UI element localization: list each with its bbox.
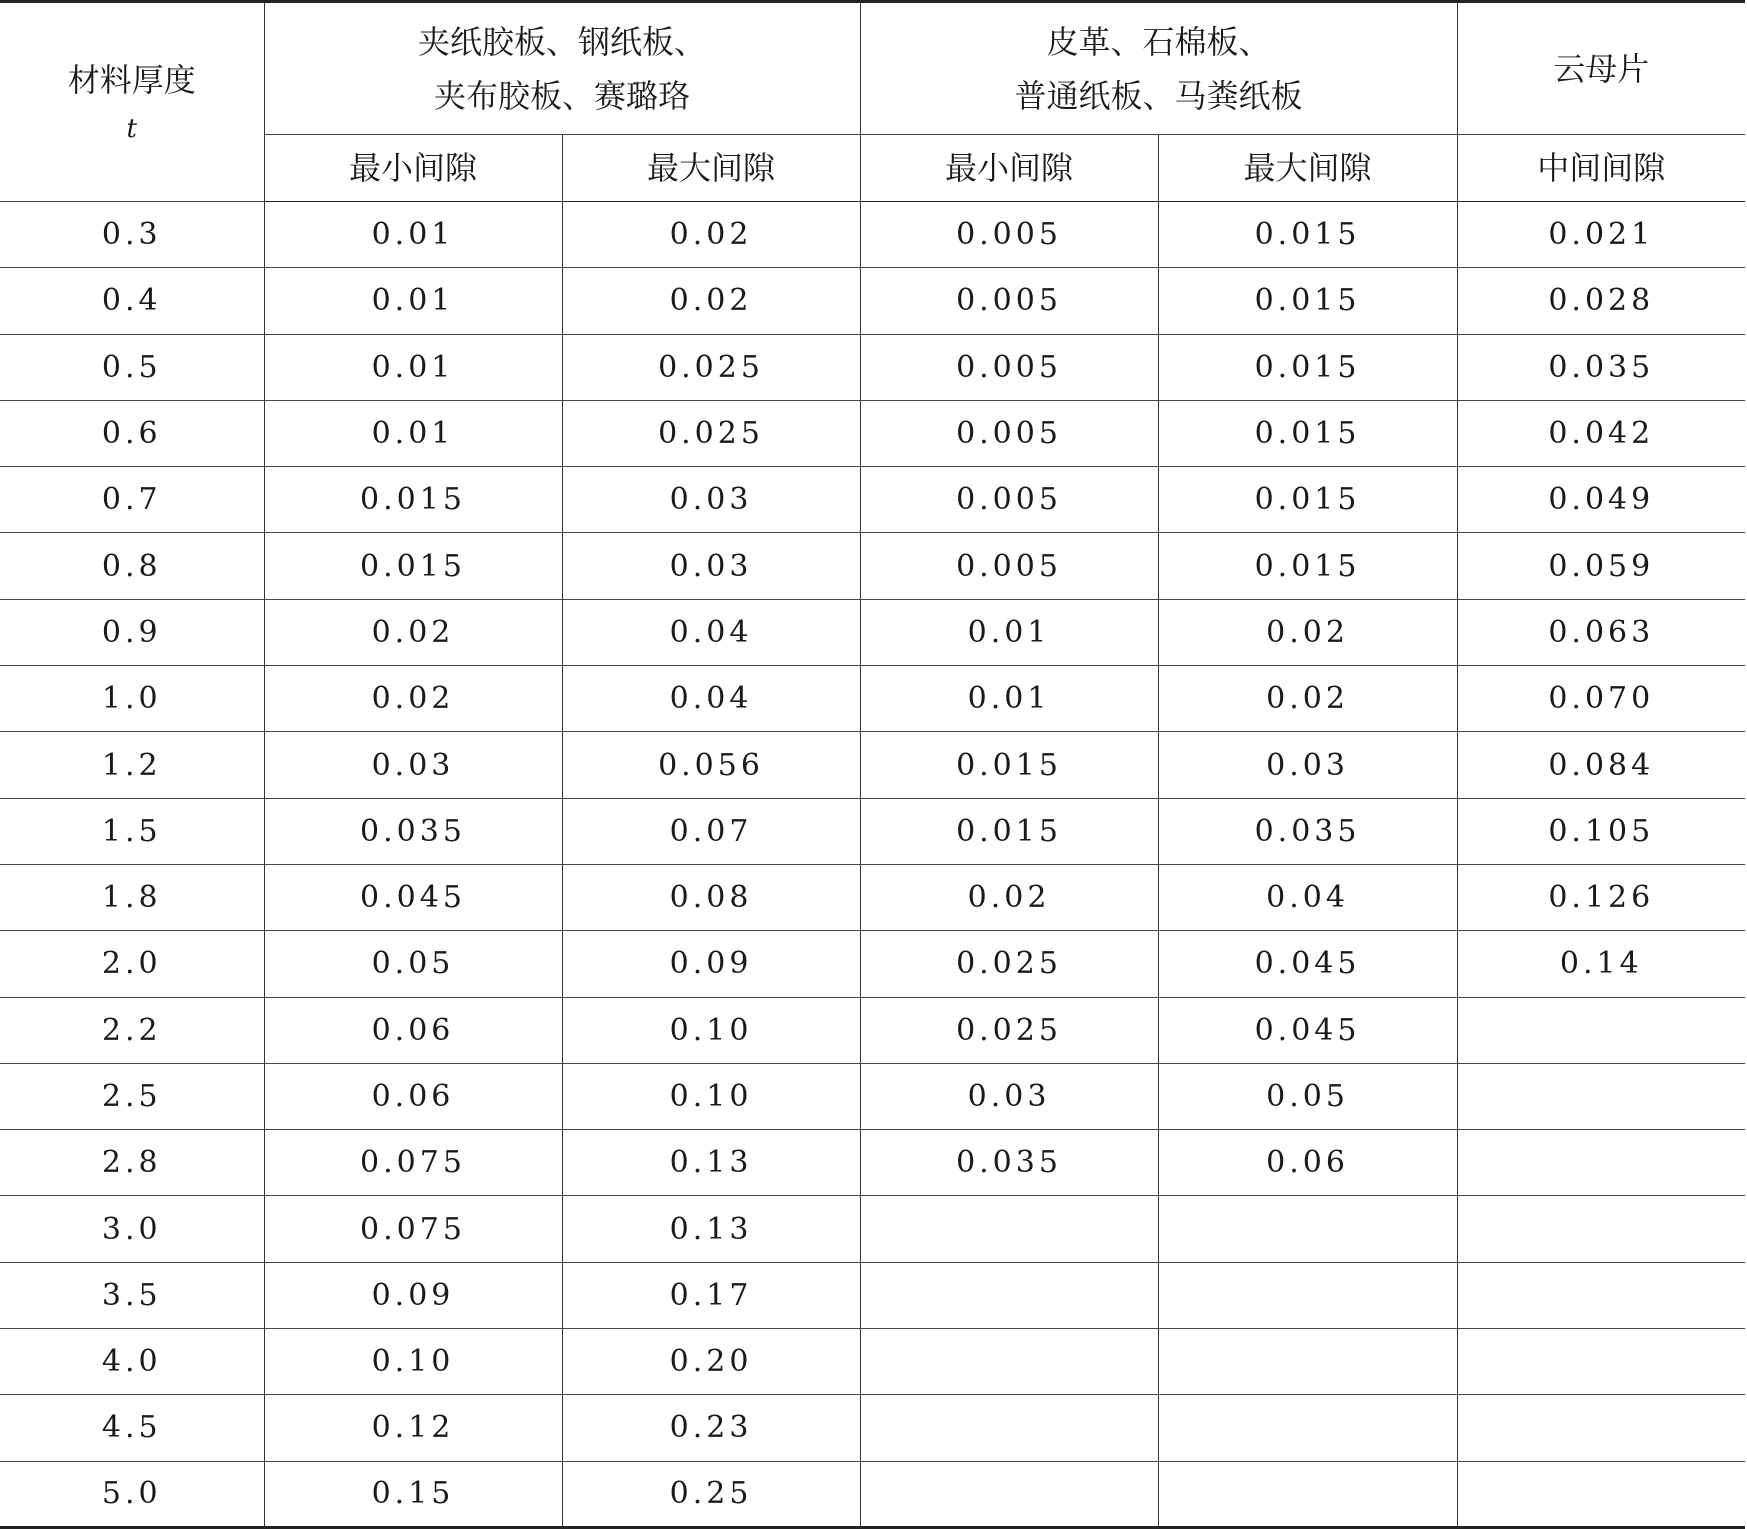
clearance-cell: 0.03 [860,1063,1158,1129]
table-row [0,997,1745,1063]
table-header [0,2,1745,202]
clearance-cell: 0.06 [264,997,562,1063]
table-row [0,931,1745,997]
clearance-cell: 0.025 [562,334,860,400]
thickness-cell: 0.8 [0,533,264,599]
clearance-cell [1158,1395,1457,1461]
thickness-cell: 0.4 [0,268,264,334]
group-header-leather [860,2,1457,135]
clearance-cell [860,1395,1158,1461]
group-header-line: 普通纸板、马粪纸板 [1014,76,1303,115]
clearance-cell: 0.15 [264,1461,562,1527]
table-row [0,467,1745,533]
clearance-cell: 0.070 [1457,666,1745,732]
group-header-line: 夹布胶板、赛璐珞 [434,76,691,115]
clearance-cell: 0.01 [264,334,562,400]
sub-header: 最大间隙 [1158,135,1457,202]
clearance-cell: 0.04 [1158,864,1457,930]
clearance-cell [1158,1329,1457,1395]
clearance-cell: 0.005 [860,334,1158,400]
table-row [0,666,1745,732]
clearance-cell: 0.02 [860,864,1158,930]
clearance-cell: 0.025 [860,931,1158,997]
group-header-line: 云母片 [1553,49,1650,88]
table-row [0,1196,1745,1262]
thickness-cell: 1.5 [0,798,264,864]
clearance-cell: 0.005 [860,268,1158,334]
clearance-cell: 0.03 [562,467,860,533]
clearance-cell [860,1196,1158,1262]
clearance-cell: 0.035 [1158,798,1457,864]
clearance-cell: 0.025 [860,997,1158,1063]
thickness-cell: 4.5 [0,1395,264,1461]
clearance-cell: 0.10 [562,997,860,1063]
clearance-cell: 0.01 [264,400,562,466]
table-row [0,732,1745,798]
clearance-cell: 0.021 [1457,202,1745,268]
clearance-cell: 0.045 [1158,931,1457,997]
thickness-cell: 5.0 [0,1461,264,1527]
sub-header: 最小间隙 [860,135,1158,202]
clearance-cell: 0.042 [1457,400,1745,466]
clearance-cell: 0.02 [1158,666,1457,732]
clearance-cell: 0.015 [1158,467,1457,533]
thickness-cell: 2.5 [0,1063,264,1129]
clearance-cell: 0.06 [1158,1130,1457,1196]
table-row [0,1395,1745,1461]
clearance-cell: 0.23 [562,1395,860,1461]
thickness-cell: 1.8 [0,864,264,930]
clearance-cell: 0.015 [1158,533,1457,599]
clearance-cell [1457,1262,1745,1328]
clearance-cell: 0.063 [1457,599,1745,665]
clearance-cell: 0.10 [264,1329,562,1395]
clearance-cell: 0.015 [1158,202,1457,268]
thickness-cell: 2.8 [0,1130,264,1196]
sub-header: 最小间隙 [264,135,562,202]
table-row [0,1063,1745,1129]
thickness-cell: 0.3 [0,202,264,268]
sub-header: 中间间隙 [1457,135,1745,202]
table-row [0,334,1745,400]
clearance-cell [1158,1461,1457,1527]
thickness-cell: 0.9 [0,599,264,665]
thickness-cell: 1.2 [0,732,264,798]
clearance-cell: 0.056 [562,732,860,798]
clearance-cell: 0.005 [860,467,1158,533]
clearance-cell [1457,997,1745,1063]
clearance-cell: 0.01 [264,202,562,268]
clearance-cell [1158,1196,1457,1262]
group-header-line: 皮革、石棉板、 [1046,22,1271,61]
thickness-variable: t [126,114,137,144]
clearance-cell: 0.02 [264,599,562,665]
clearance-cell: 0.02 [264,666,562,732]
table-row [0,268,1745,334]
clearance-cell: 0.015 [860,732,1158,798]
clearance-cell: 0.035 [860,1130,1158,1196]
clearance-cell: 0.14 [1457,931,1745,997]
clearance-cell [1158,1262,1457,1328]
clearance-cell: 0.075 [264,1196,562,1262]
thickness-cell: 1.0 [0,666,264,732]
clearance-cell: 0.03 [562,533,860,599]
clearance-cell: 0.02 [1158,599,1457,665]
clearance-cell [1457,1329,1745,1395]
clearance-cell: 0.03 [264,732,562,798]
clearance-cell: 0.015 [1158,400,1457,466]
clearance-cell: 0.02 [562,202,860,268]
clearance-cell: 0.01 [264,268,562,334]
clearance-cell: 0.075 [264,1130,562,1196]
clearance-cell: 0.028 [1457,268,1745,334]
clearance-cell: 0.025 [562,400,860,466]
table-row [0,533,1745,599]
clearance-cell: 0.126 [1457,864,1745,930]
clearance-cell: 0.02 [562,268,860,334]
clearance-cell: 0.06 [264,1063,562,1129]
thickness-cell: 2.0 [0,931,264,997]
clearance-cell: 0.015 [264,467,562,533]
group-header-paperboard [264,2,860,135]
clearance-cell: 0.015 [1158,334,1457,400]
header-row-groups [0,2,1745,135]
clearance-cell [1457,1196,1745,1262]
clearance-cell: 0.08 [562,864,860,930]
table-row [0,400,1745,466]
clearance-cell: 0.015 [860,798,1158,864]
clearance-cell: 0.09 [264,1262,562,1328]
clearance-cell: 0.20 [562,1329,860,1395]
clearance-cell: 0.015 [264,533,562,599]
group-header-mica [1457,2,1745,135]
clearance-cell: 0.015 [1158,268,1457,334]
clearance-cell: 0.045 [1158,997,1457,1063]
table-row [0,1329,1745,1395]
clearance-cell: 0.04 [562,599,860,665]
clearance-cell: 0.25 [562,1461,860,1527]
clearance-cell [860,1262,1158,1328]
clearance-cell: 0.03 [1158,732,1457,798]
clearance-cell [1457,1461,1745,1527]
clearance-cell [860,1461,1158,1527]
clearance-cell: 0.04 [562,666,860,732]
table-row [0,864,1745,930]
clearance-cell: 0.084 [1457,732,1745,798]
group-header-line: 夹纸胶板、钢纸板、 [418,22,707,61]
table-row [0,1130,1745,1196]
clearance-cell [1457,1395,1745,1461]
sub-header: 最大间隙 [562,135,860,202]
thickness-cell: 3.0 [0,1196,264,1262]
clearance-cell: 0.049 [1457,467,1745,533]
thickness-cell: 0.5 [0,334,264,400]
thickness-cell: 0.7 [0,467,264,533]
table-body [0,202,1745,1528]
clearance-cell: 0.05 [1158,1063,1457,1129]
thickness-cell: 3.5 [0,1262,264,1328]
clearance-cell [860,1329,1158,1395]
table-row [0,1262,1745,1328]
clearance-cell: 0.035 [1457,334,1745,400]
table-row [0,202,1745,268]
clearance-cell: 0.10 [562,1063,860,1129]
clearance-cell: 0.09 [562,931,860,997]
clearance-cell: 0.105 [1457,798,1745,864]
thickness-cell: 0.6 [0,400,264,466]
clearance-cell: 0.05 [264,931,562,997]
clearance-cell: 0.13 [562,1196,860,1262]
thickness-cell: 2.2 [0,997,264,1063]
thickness-header [0,2,264,202]
clearance-cell: 0.07 [562,798,860,864]
thickness-label: 材料厚度 [67,61,196,99]
clearance-cell: 0.01 [860,666,1158,732]
clearance-cell: 0.17 [562,1262,860,1328]
clearance-cell: 0.005 [860,400,1158,466]
thickness-cell: 4.0 [0,1329,264,1395]
clearance-cell: 0.12 [264,1395,562,1461]
clearance-cell [1457,1063,1745,1129]
clearance-cell: 0.005 [860,533,1158,599]
clearance-cell: 0.01 [860,599,1158,665]
clearance-cell: 0.045 [264,864,562,930]
clearance-cell: 0.005 [860,202,1158,268]
table-row [0,1461,1745,1527]
clearance-cell: 0.059 [1457,533,1745,599]
clearance-cell [1457,1130,1745,1196]
table-row [0,599,1745,665]
clearance-cell: 0.13 [562,1130,860,1196]
table-row [0,798,1745,864]
clearance-cell: 0.035 [264,798,562,864]
